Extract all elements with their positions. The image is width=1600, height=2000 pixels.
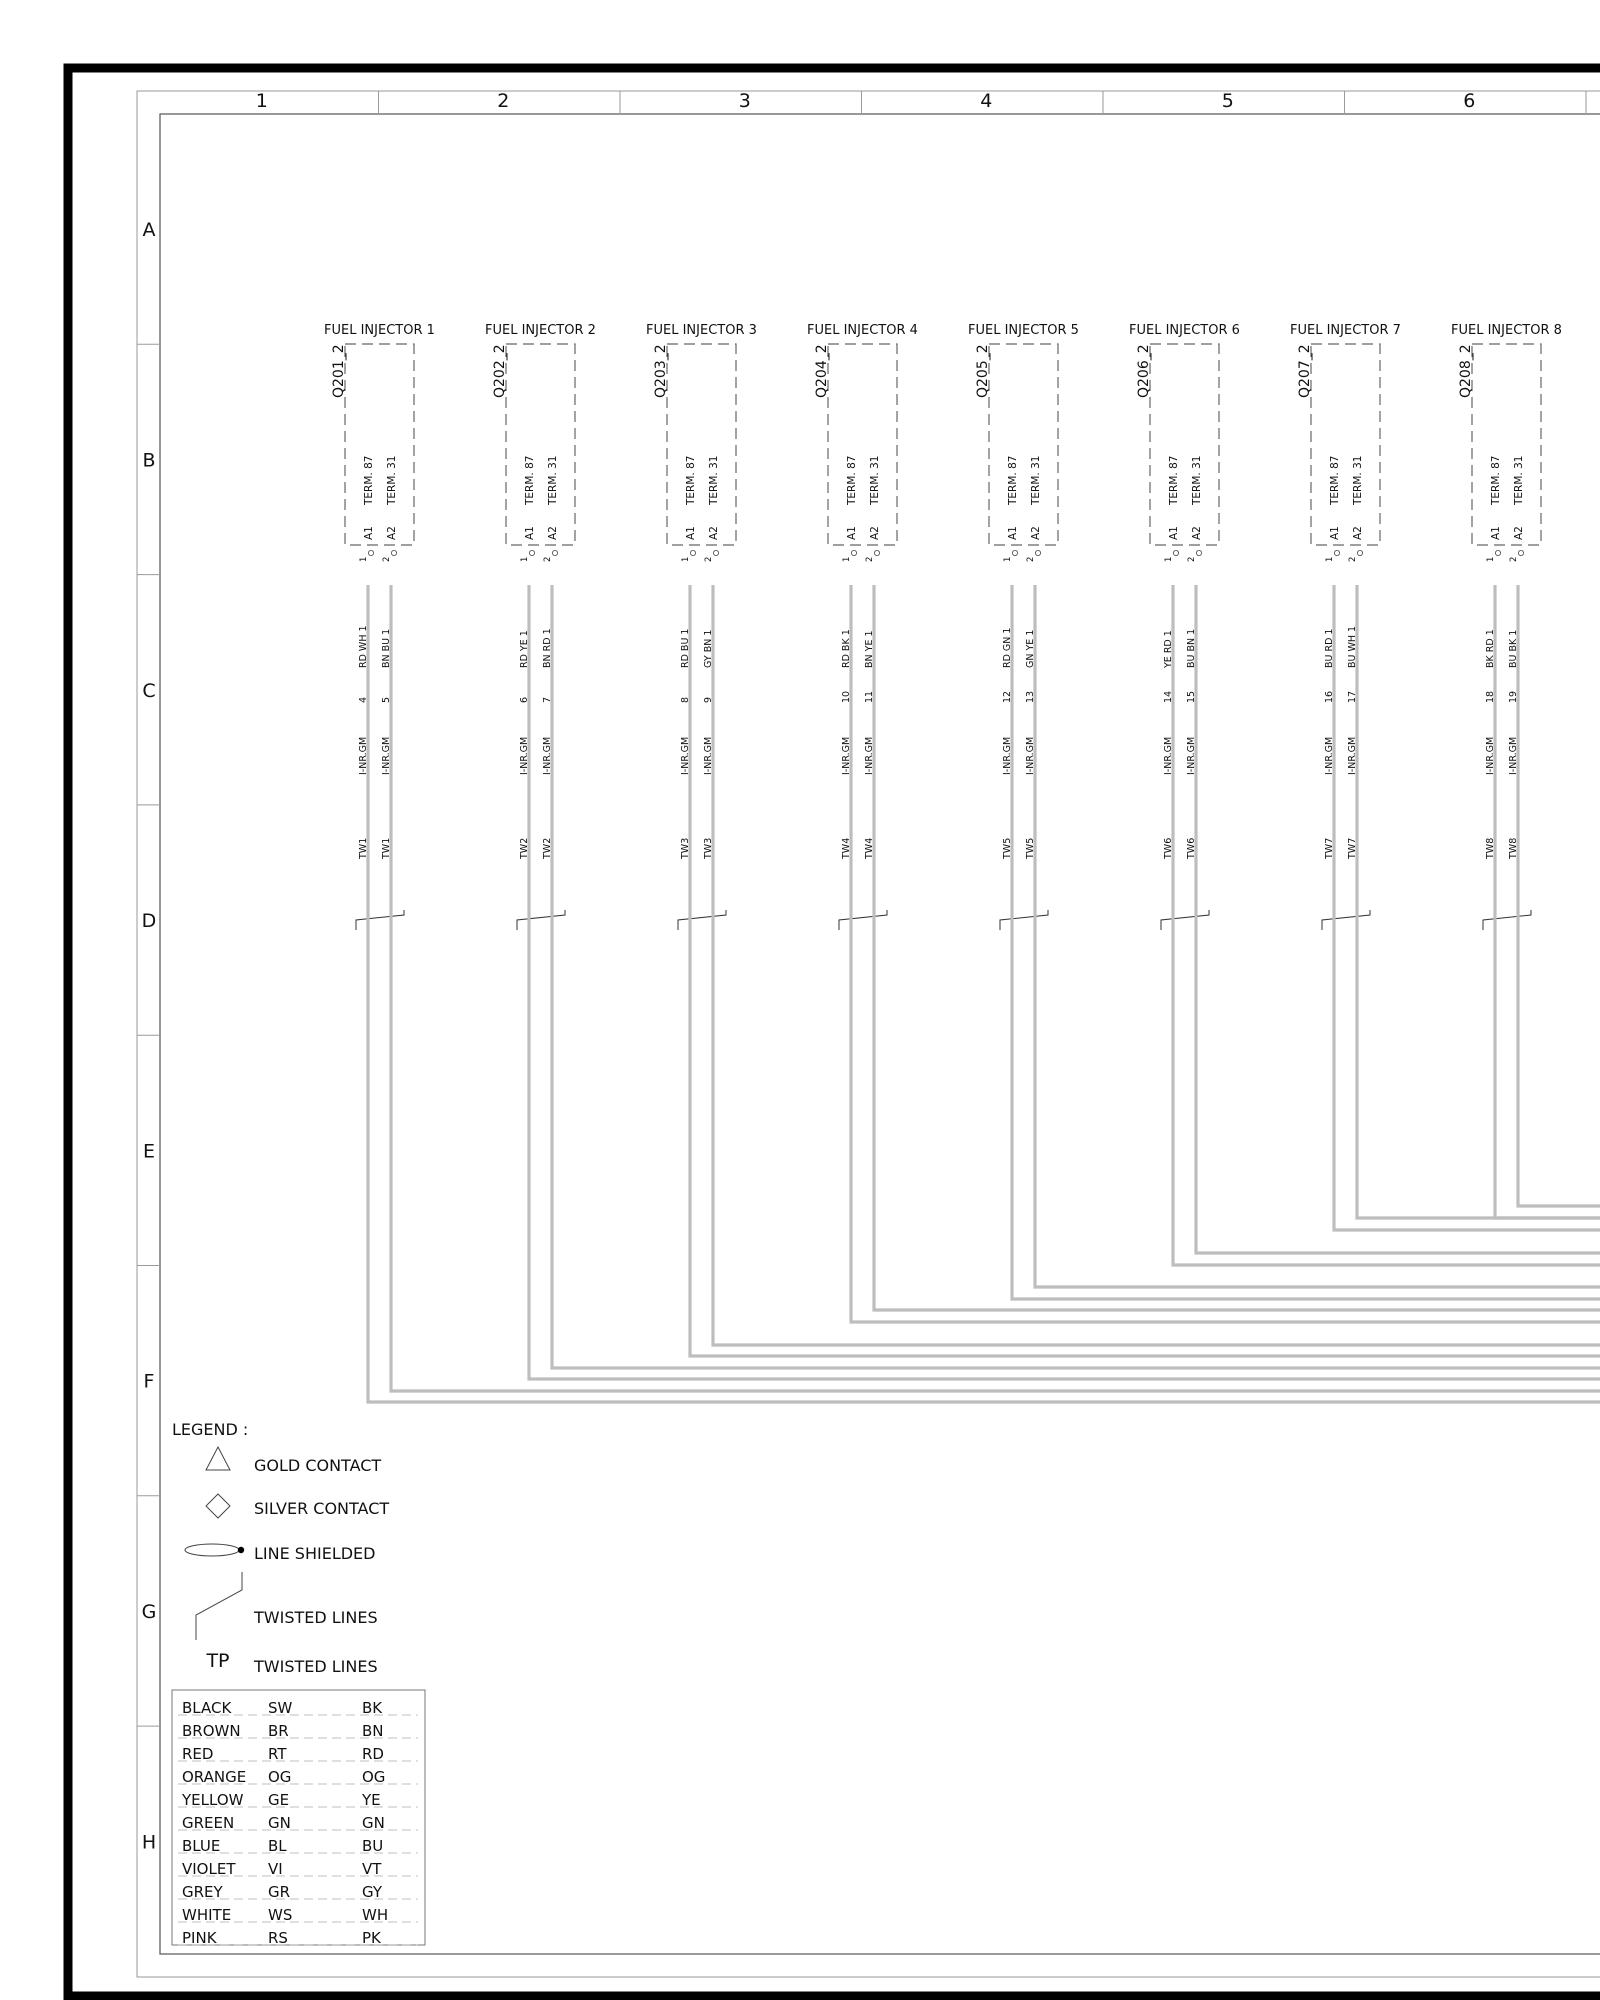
connector-box [506,344,575,545]
harness-code-label: I-NR.GM [1163,736,1174,775]
wire-color-label: GY BN 1 [703,629,714,668]
twisted-pair-icon [1483,910,1531,930]
pin-label: A1 [685,526,697,540]
color-code-en: VT [362,1860,382,1878]
wire-number-label: 16 [1324,690,1335,703]
terminal-label: TERM. 87 [685,455,697,505]
pin-number: 1 [842,556,852,562]
wire-color-label: BN RD 1 [542,628,553,668]
color-name: VIOLET [182,1860,236,1878]
wire-number-label: 18 [1485,690,1496,703]
harness-code-label: I-NR.GM [680,736,691,775]
wire-number-label: 15 [1186,690,1197,703]
fuel-injector-7 [1290,323,1401,930]
fuel-injector-4 [807,323,918,930]
harness-code-label: I-NR.GM [1002,736,1013,775]
twist-label: TW2 [519,837,530,859]
shield-ellipse-icon [185,1544,239,1556]
tp-icon: TP [206,1650,230,1672]
color-code-de: GE [268,1791,290,1809]
pin-number: 1 [1003,556,1013,562]
color-code-de: BL [268,1837,287,1855]
column-label-6: 6 [1463,90,1476,112]
terminal-label: TERM. 87 [1168,455,1180,505]
injector-title: FUEL INJECTOR 8 [1451,323,1562,338]
color-name: GREY [182,1883,223,1901]
pin-contact-icon [713,550,718,555]
wire-number-label: 13 [1025,690,1036,703]
twisted-pair-icon [517,910,565,930]
connector-box [1472,344,1541,545]
color-name: ORANGE [182,1768,247,1786]
injector-title: FUEL INJECTOR 7 [1290,323,1401,338]
terminal-label: TERM. 87 [1007,455,1019,505]
pin-number: 2 [1509,556,1519,562]
wire-color-label: YE RD 1 [1163,630,1174,668]
legend-label-gold-contact: GOLD CONTACT [254,1456,382,1475]
wire-number-label: 12 [1002,690,1013,703]
column-label-3: 3 [738,90,751,112]
wire-color-label: BK RD 1 [1485,629,1496,668]
injector-title: FUEL INJECTOR 2 [485,323,596,338]
connector-box [1311,344,1380,545]
color-code-en: PK [362,1929,381,1947]
connector-ref: Q205_2 [975,344,991,398]
shield-dot-icon [238,1547,244,1553]
wire-number-label: 14 [1163,690,1174,703]
wire-number-label: 4 [358,696,369,703]
wire-color-label: BU RD 1 [1324,628,1335,668]
pin-number: 1 [1325,556,1335,562]
harness-code-label: I-NR.GM [841,736,852,775]
color-table-row [178,1883,418,1901]
pin-label: A1 [363,526,375,540]
pin-label: A2 [1352,526,1364,540]
pin-contact-icon [1357,550,1362,555]
row-label-D: D [141,910,157,933]
fuel-injector-2 [485,323,596,930]
row-label-E: E [142,1140,156,1163]
pin-label: A2 [386,526,398,540]
harness-code-label: I-NR.GM [1508,736,1519,775]
injector-title: FUEL INJECTOR 4 [807,323,918,338]
color-table-row [178,1768,418,1786]
wire-path [391,585,1600,1391]
legend-title: LEGEND : [172,1420,249,1439]
pin-label: A1 [1490,526,1502,540]
color-table-row [178,1906,418,1924]
terminal-label: TERM. 31 [869,455,881,505]
color-table-row [178,1814,418,1832]
connector-ref: Q206_2 [1136,344,1152,398]
twist-label: TW8 [1508,837,1519,859]
legend-label-silver-contact: SILVER CONTACT [254,1499,390,1518]
twisted-pair-icon [1322,910,1370,930]
wire-number-label: 5 [381,696,392,703]
twisted-pair-icon [839,910,887,930]
fuel-injector-6 [1129,323,1240,930]
pin-label: A2 [1513,526,1525,540]
pin-number: 1 [1486,556,1496,562]
legend-label-line-shielded: LINE SHIELDED [254,1544,376,1563]
color-name: PINK [182,1929,217,1947]
fuel-injector-5 [968,323,1079,930]
injector-title: FUEL INJECTOR 3 [646,323,757,338]
wire-path [1357,585,1600,1218]
pin-contact-icon [529,550,534,555]
injector-title: FUEL INJECTOR 1 [324,323,435,338]
injector-title: FUEL INJECTOR 6 [1129,323,1240,338]
color-code-de: RS [268,1929,288,1947]
color-code-de: GR [268,1883,291,1901]
fuel-injector-8 [1451,323,1562,930]
pin-number: 2 [1348,556,1358,562]
wire-number-label: 17 [1347,690,1358,703]
twist-label: TW3 [703,837,714,859]
zone-grid-frame [137,91,1600,1977]
terminal-label: TERM. 87 [1329,455,1341,505]
color-code-en: OG [362,1768,386,1786]
terminal-label: TERM. 31 [547,455,559,505]
color-code-table [172,1690,425,1947]
wire-path [1035,585,1600,1287]
wire-number-label: 9 [703,696,714,703]
color-code-de: GN [268,1814,291,1832]
pin-contact-icon [851,550,856,555]
fuel-injector-3 [646,323,757,930]
pin-contact-icon [1495,550,1500,555]
twist-label: TW3 [680,837,691,859]
harness-code-label: I-NR.GM [1186,736,1197,775]
pin-number: 1 [1164,556,1174,562]
sheet-outer-frame [68,68,1600,2000]
color-code-en: YE [362,1791,381,1809]
terminal-label: TERM. 31 [1352,455,1364,505]
wire-color-label: RD WH 1 [358,625,369,668]
harness-code-label: I-NR.GM [358,736,369,775]
connector-ref: Q207_2 [1297,344,1313,398]
color-name: BROWN [182,1722,241,1740]
pin-number: 2 [382,556,392,562]
connector-box [989,344,1058,545]
color-code-en: GN [362,1814,385,1832]
pin-label: A2 [1191,526,1203,540]
pin-contact-icon [874,550,879,555]
connector-box [1150,344,1219,545]
pin-contact-icon [552,550,557,555]
injector-title: FUEL INJECTOR 5 [968,323,1079,338]
connector-ref: Q201_2 [331,344,347,398]
color-code-en: BK [362,1699,383,1717]
diamond-icon [206,1494,230,1518]
pin-number: 1 [520,556,530,562]
injector-group [324,323,1562,930]
terminal-label: TERM. 87 [363,455,375,505]
wire-color-label: BU WH 1 [1347,625,1358,668]
color-table-row [178,1722,418,1740]
twist-label: TW4 [864,837,875,859]
wire-color-label: RD YE 1 [519,630,530,668]
color-table-row [178,1745,418,1763]
pin-contact-icon [1518,550,1523,555]
harness-code-label: I-NR.GM [519,736,530,775]
wire-color-label: RD BU 1 [680,628,691,668]
pin-contact-icon [1173,550,1178,555]
pin-number: 1 [359,556,369,562]
color-name: YELLOW [182,1791,244,1809]
row-label-F: F [143,1370,155,1393]
column-label-1: 1 [255,90,268,112]
pin-label: A1 [1329,526,1341,540]
column-label-4: 4 [980,90,993,112]
color-table-row [178,1860,418,1878]
connector-ref: Q202_2 [492,344,508,398]
color-table-row [178,1699,418,1717]
color-code-de: RT [268,1745,287,1763]
twisted-pair-icon [678,910,726,930]
wire-path [1173,585,1600,1265]
wire-number-label: 11 [864,690,875,703]
wire-color-label: GN YE 1 [1025,629,1036,668]
wire-color-label: BU BN 1 [1186,628,1197,668]
connector-box [828,344,897,545]
twist-label: TW7 [1347,837,1358,859]
connector-ref: Q204_2 [814,344,830,398]
wire-path [1495,585,1600,1218]
twist-label: TW1 [358,837,369,859]
column-label-5: 5 [1221,90,1234,112]
color-table-row [178,1929,418,1947]
color-code-de: OG [268,1768,292,1786]
wire-number-label: 19 [1508,690,1519,703]
pin-contact-icon [1012,550,1017,555]
harness-code-label: I-NR.GM [1324,736,1335,775]
twist-label: TW4 [841,837,852,859]
wire-color-label: BU BK 1 [1508,629,1519,668]
pin-contact-icon [368,550,373,555]
triangle-icon [206,1447,230,1470]
twist-label: TW2 [542,837,553,859]
fuel-injector-1 [324,323,435,930]
pin-number: 1 [681,556,691,562]
row-label-B: B [142,449,156,472]
pin-contact-icon [391,550,396,555]
pin-number: 2 [1187,556,1197,562]
color-name: WHITE [182,1906,232,1924]
terminal-label: TERM. 87 [524,455,536,505]
pin-contact-icon [690,550,695,555]
wire-color-label: BN YE 1 [864,630,875,668]
wire-path [690,585,1600,1356]
wire-number-label: 6 [519,696,530,703]
column-label-2: 2 [497,90,510,112]
pin-contact-icon [1035,550,1040,555]
twist-label: TW5 [1002,837,1013,859]
wire-color-label: RD BK 1 [841,629,852,668]
color-name: BLACK [182,1699,232,1717]
twisted-pair-icon [1000,910,1048,930]
color-name: RED [182,1745,214,1763]
terminal-label: TERM. 87 [1490,455,1502,505]
color-name: BLUE [182,1837,221,1855]
pin-contact-icon [1196,550,1201,555]
harness-code-label: I-NR.GM [703,736,714,775]
twisted-pair-icon [356,910,404,930]
terminal-label: TERM. 31 [386,455,398,505]
row-label-A: A [142,219,156,242]
terminal-label: TERM. 31 [1191,455,1203,505]
twist-label: TW6 [1186,837,1197,859]
color-code-de: WS [268,1906,293,1924]
legend-label-twisted-lines-tp: TWISTED LINES [254,1657,378,1676]
harness-code-label: I-NR.GM [1025,736,1036,775]
color-code-de: VI [268,1860,283,1878]
pin-number: 2 [543,556,553,562]
harness-code-label: I-NR.GM [1347,736,1358,775]
color-code-en: RD [362,1745,384,1763]
pin-label: A1 [1168,526,1180,540]
color-code-en: BN [362,1722,384,1740]
pin-label: A1 [846,526,858,540]
twisted-lines-icon [196,1572,242,1640]
connector-box [667,344,736,545]
wire-path [1518,585,1600,1206]
pin-label: A2 [869,526,881,540]
row-label-C: C [142,679,156,702]
twist-label: TW7 [1324,837,1335,859]
pin-contact-icon [1334,550,1339,555]
harness-code-label: I-NR.GM [542,736,553,775]
wire-number-label: 7 [542,696,553,703]
pin-number: 2 [865,556,875,562]
twist-label: TW8 [1485,837,1496,859]
wire-number-label: 8 [680,696,691,703]
color-code-en: WH [362,1906,389,1924]
twisted-pair-icon [1161,910,1209,930]
drawing-area-frame [160,114,1600,1954]
pin-label: A1 [1007,526,1019,540]
connector-ref: Q203_2 [653,344,669,398]
harness-code-label: I-NR.GM [1485,736,1496,775]
wire-color-label: RD GN 1 [1002,627,1013,668]
pin-label: A1 [524,526,536,540]
wire-number-label: 10 [841,690,852,703]
terminal-label: TERM. 87 [846,455,858,505]
color-code-en: GY [362,1883,383,1901]
color-name: GREEN [182,1814,235,1832]
zone-grid [137,90,1586,1853]
wire-color-label: BN BU 1 [381,628,392,668]
terminal-label: TERM. 31 [1030,455,1042,505]
twist-label: TW6 [1163,837,1174,859]
pin-label: A2 [708,526,720,540]
color-code-de: BR [268,1722,289,1740]
color-table-row [178,1791,418,1809]
harness-bus [368,585,1600,1402]
wire-path [1196,585,1600,1253]
pin-number: 2 [1026,556,1036,562]
connector-box [345,344,414,545]
color-code-en: BU [362,1837,384,1855]
legend-label-twisted-lines: TWISTED LINES [254,1608,378,1627]
row-label-G: G [141,1600,157,1623]
pin-label: A2 [547,526,559,540]
harness-code-label: I-NR.GM [381,736,392,775]
row-label-H: H [141,1831,157,1854]
connector-ref: Q208_2 [1458,344,1474,398]
legend [172,1420,389,1676]
pin-number: 2 [704,556,714,562]
wire-path [1334,585,1600,1230]
twist-label: TW5 [1025,837,1036,859]
color-table-row [178,1837,418,1855]
harness-code-label: I-NR.GM [864,736,875,775]
terminal-label: TERM. 31 [708,455,720,505]
pin-label: A2 [1030,526,1042,540]
color-code-de: SW [268,1699,293,1717]
terminal-label: TERM. 31 [1513,455,1525,505]
twist-label: TW1 [381,837,392,859]
